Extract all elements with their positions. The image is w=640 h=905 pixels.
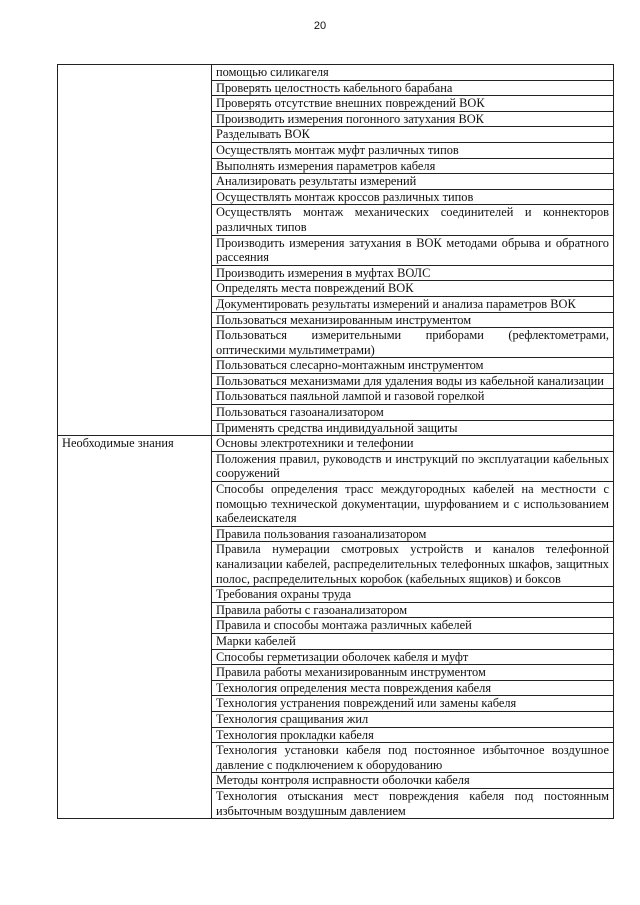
skill-item: Пользоваться механизированным инструментом [212,312,614,328]
knowledge-row [58,436,614,452]
skill-item: Пользоваться слесарно-монтажным инструментом [212,358,614,374]
skill-item: Разделывать ВОК [212,127,614,143]
knowledge-item: Правила работы механизированным инструментом [212,665,614,681]
knowledge-item: Технология прокладки кабеля [212,727,614,743]
knowledge-category-label: Необходимые знания [58,436,212,819]
skill-item: Пользоваться паяльной лампой и газовой горелкой [212,389,614,405]
knowledge-item: Основы электротехники и телефонии [212,436,614,452]
skill-item: Анализировать результаты измерений [212,174,614,190]
skill-item: Осуществлять монтаж механических соединителей и коннекторов различных типов [212,205,614,235]
skill-item: Выполнять измерения параметров кабеля [212,158,614,174]
knowledge-item: Правила работы с газоанализатором [212,602,614,618]
knowledge-item: Технология определения места повреждения кабеля [212,680,614,696]
skill-item: Производить измерения в муфтах ВОЛС [212,265,614,281]
knowledge-item: Способы определения трасс междугородных кабелей на местности с помощью технической документации, шурфованием и с использованием кабелеискателя [212,482,614,527]
skill-item: Пользоваться измерительными приборами (рефлектометрами, оптическими мультиметрами) [212,328,614,358]
skill-item: Документировать результаты измерений и анализа параметров ВОК [212,296,614,312]
skills-category-cell [58,65,212,436]
skill-item: Применять средства индивидуальной защиты [212,420,614,436]
knowledge-item: Правила и способы монтажа различных кабелей [212,618,614,634]
skill-item: Проверять отсутствие внешних повреждений ВОК [212,96,614,112]
requirements-table [57,64,614,819]
skill-item: Осуществлять монтаж кроссов различных типов [212,189,614,205]
knowledge-item: Марки кабелей [212,633,614,649]
knowledge-item: Технология устранения повреждений или замены кабеля [212,696,614,712]
knowledge-item: Правила пользования газоанализатором [212,526,614,542]
skill-item: Производить измерения затухания в ВОК методами обрыва и обратного рассеяния [212,235,614,265]
knowledge-item: Технология отыскания мест повреждения кабеля под постоянным избыточным воздушным давлением [212,788,614,818]
knowledge-item: Технология установки кабеля под постоянное избыточное воздушное давление с подключением к оборудованию [212,743,614,773]
page-number: 20 [313,20,327,32]
knowledge-item: Методы контроля исправности оболочки кабеля [212,773,614,789]
skill-item: помощью силикагеля [212,65,614,81]
skill-item: Пользоваться газоанализатором [212,405,614,421]
knowledge-item: Положения правил, руководств и инструкций по эксплуатации кабельных сооружений [212,451,614,481]
knowledge-item: Требования охраны труда [212,587,614,603]
requirements-table-body [58,65,614,819]
skill-item: Производить измерения погонного затухания ВОК [212,111,614,127]
knowledge-item: Технология сращивания жил [212,711,614,727]
knowledge-item: Способы герметизации оболочек кабеля и муфт [212,649,614,665]
knowledge-item: Правила нумерации смотровых устройств и каналов телефонной канализации кабелей, распределительных телефонных шкафов, защитных полос, распределительных коробок (кабельных ящиков) и боксов [212,542,614,587]
skills-row [58,65,614,81]
skill-item: Проверять целостность кабельного барабана [212,80,614,96]
skill-item: Определять места повреждений ВОК [212,281,614,297]
skill-item: Пользоваться механизмами для удаления воды из кабельной канализации [212,373,614,389]
skill-item: Осуществлять монтаж муфт различных типов [212,142,614,158]
